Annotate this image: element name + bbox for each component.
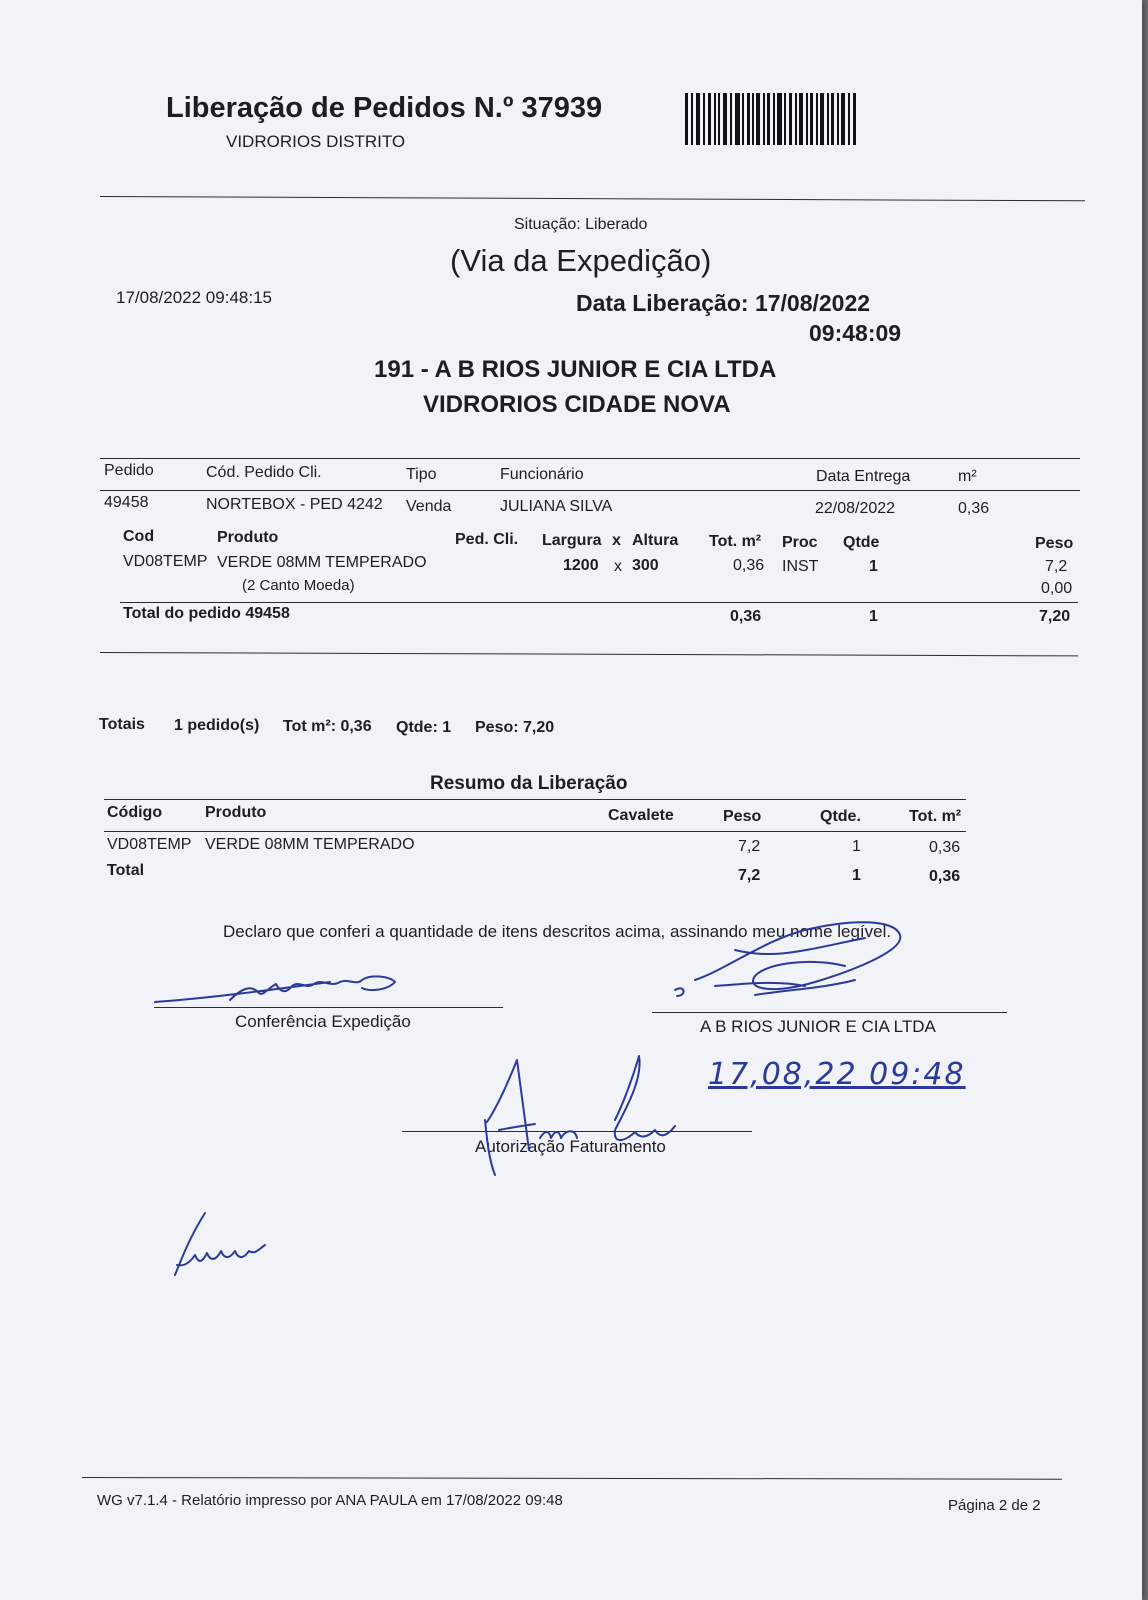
item-proc: INST bbox=[782, 558, 819, 575]
copy-label: (Via da Expedição) bbox=[450, 243, 712, 278]
summary-col-cavalete: Cavalete bbox=[608, 807, 674, 824]
order-total-qtde: 1 bbox=[869, 608, 878, 625]
col-m2: m² bbox=[958, 468, 977, 485]
signature-label-client: A B RIOS JUNIOR E CIA LTDA bbox=[700, 1017, 936, 1036]
handwritten-initials bbox=[165, 1205, 275, 1285]
footer-page-number: Página 2 de 2 bbox=[948, 1497, 1041, 1514]
company-name: VIDRORIOS DISTRITO bbox=[226, 132, 406, 151]
item-obs: (2 Canto Moeda) bbox=[242, 577, 355, 594]
summary-codigo: VD08TEMP bbox=[107, 836, 192, 853]
totals-m2: Tot m²: 0,36 bbox=[283, 718, 372, 735]
release-date: Data Liberação: 17/08/2022 bbox=[576, 290, 871, 316]
order-table-top-rule bbox=[100, 458, 1080, 459]
situation-label: Situação: Liberado bbox=[514, 216, 648, 233]
order-total-label: Total do pedido 49458 bbox=[123, 605, 290, 622]
totals-peso: Peso: 7,20 bbox=[475, 719, 555, 736]
item-col-altura: Altura bbox=[632, 532, 679, 549]
summary-col-codigo: Código bbox=[107, 804, 163, 821]
signature-autorizacao bbox=[465, 1050, 695, 1180]
footer-printed-by: WG v7.1.4 - Relatório impresso por ANA PAULA em 17/08/2022 09:48 bbox=[97, 1492, 563, 1509]
order-pedido: 49458 bbox=[104, 494, 149, 511]
item-peso: 7,2 bbox=[1045, 558, 1068, 575]
print-datetime: 17/08/2022 09:48:15 bbox=[116, 288, 272, 307]
item-largura: 1200 bbox=[563, 557, 599, 574]
declaration-text: Declaro que conferi a quantidade de itens descritos acima, assinando meu nome legível. bbox=[223, 922, 892, 941]
summary-title: Resumo da Liberação bbox=[430, 773, 628, 794]
order-cod-pedido-cli: NORTEBOX - PED 4242 bbox=[206, 496, 383, 513]
totals-label: Totais bbox=[99, 716, 145, 733]
order-total-m2: 0,36 bbox=[730, 608, 762, 625]
summary-peso: 7,2 bbox=[738, 838, 761, 855]
order-m2: 0,36 bbox=[958, 500, 990, 517]
summary-col-qtde: Qtde. bbox=[820, 808, 861, 825]
item-peso-2: 0,00 bbox=[1041, 580, 1073, 597]
summary-total-tot-m2: 0,36 bbox=[929, 868, 961, 885]
item-col-proc: Proc bbox=[782, 534, 818, 551]
summary-total-label: Total bbox=[107, 862, 145, 879]
item-cod: VD08TEMP bbox=[123, 553, 208, 570]
col-tipo: Tipo bbox=[406, 466, 437, 483]
document-title: Liberação de Pedidos N.º 37939 bbox=[166, 92, 603, 124]
signature-conferencia bbox=[150, 970, 410, 1010]
item-col-cod: Cod bbox=[123, 528, 155, 545]
summary-qtde: 1 bbox=[852, 838, 861, 855]
signature-client bbox=[655, 910, 985, 1020]
summary-produto: VERDE 08MM TEMPERADO bbox=[205, 836, 415, 853]
col-funcionario: Funcionário bbox=[500, 466, 584, 483]
item-col-peso: Peso bbox=[1035, 535, 1074, 552]
order-total-peso: 7,20 bbox=[1039, 608, 1071, 625]
totals-qtde: Qtde: 1 bbox=[396, 719, 452, 736]
item-x: x bbox=[614, 558, 622, 575]
handwritten-date: 17,08,22 09:48 bbox=[708, 1057, 966, 1092]
item-col-ped-cli: Ped. Cli. bbox=[455, 531, 519, 548]
signature-label-autorizacao: Autorização Faturamento bbox=[475, 1137, 666, 1156]
barcode bbox=[685, 93, 860, 145]
summary-header-rule bbox=[104, 831, 966, 832]
order-table-bottom-rule bbox=[100, 652, 1078, 656]
signature-label-conferencia: Conferência Expedição bbox=[235, 1012, 411, 1031]
item-col-largura: Largura bbox=[542, 532, 602, 549]
summary-total-peso: 7,2 bbox=[738, 867, 761, 884]
col-data-entrega: Data Entrega bbox=[816, 468, 911, 485]
footer-rule bbox=[82, 1477, 1062, 1480]
item-altura: 300 bbox=[632, 557, 659, 574]
col-cod-pedido-cli: Cód. Pedido Cli. bbox=[206, 464, 322, 481]
order-header-rule bbox=[100, 490, 1080, 491]
item-col-produto: Produto bbox=[217, 529, 279, 546]
summary-col-produto: Produto bbox=[205, 804, 267, 821]
item-produto: VERDE 08MM TEMPERADO bbox=[217, 554, 427, 571]
item-col-tot-m2: Tot. m² bbox=[709, 533, 762, 550]
client-store: VIDRORIOS CIDADE NOVA bbox=[423, 391, 731, 418]
col-pedido: Pedido bbox=[104, 462, 154, 479]
summary-tot-m2: 0,36 bbox=[929, 839, 961, 856]
order-data-entrega: 22/08/2022 bbox=[815, 500, 896, 517]
header-divider bbox=[100, 196, 1085, 201]
summary-col-tot-m2: Tot. m² bbox=[909, 808, 962, 825]
item-col-qtde: Qtde bbox=[843, 534, 880, 551]
client-name: 191 - A B RIOS JUNIOR E CIA LTDA bbox=[374, 356, 777, 383]
item-qtde: 1 bbox=[869, 558, 878, 575]
summary-total-qtde: 1 bbox=[852, 867, 861, 884]
totals-pedidos: 1 pedido(s) bbox=[174, 717, 260, 734]
order-tipo: Venda bbox=[406, 498, 452, 515]
summary-top-rule bbox=[104, 799, 966, 800]
summary-col-peso: Peso bbox=[723, 808, 762, 825]
order-total-rule bbox=[120, 602, 1078, 603]
item-tot-m2: 0,36 bbox=[733, 557, 765, 574]
release-time: 09:48:09 bbox=[809, 320, 902, 346]
item-col-x: x bbox=[612, 532, 621, 549]
order-funcionario: JULIANA SILVA bbox=[500, 498, 613, 515]
